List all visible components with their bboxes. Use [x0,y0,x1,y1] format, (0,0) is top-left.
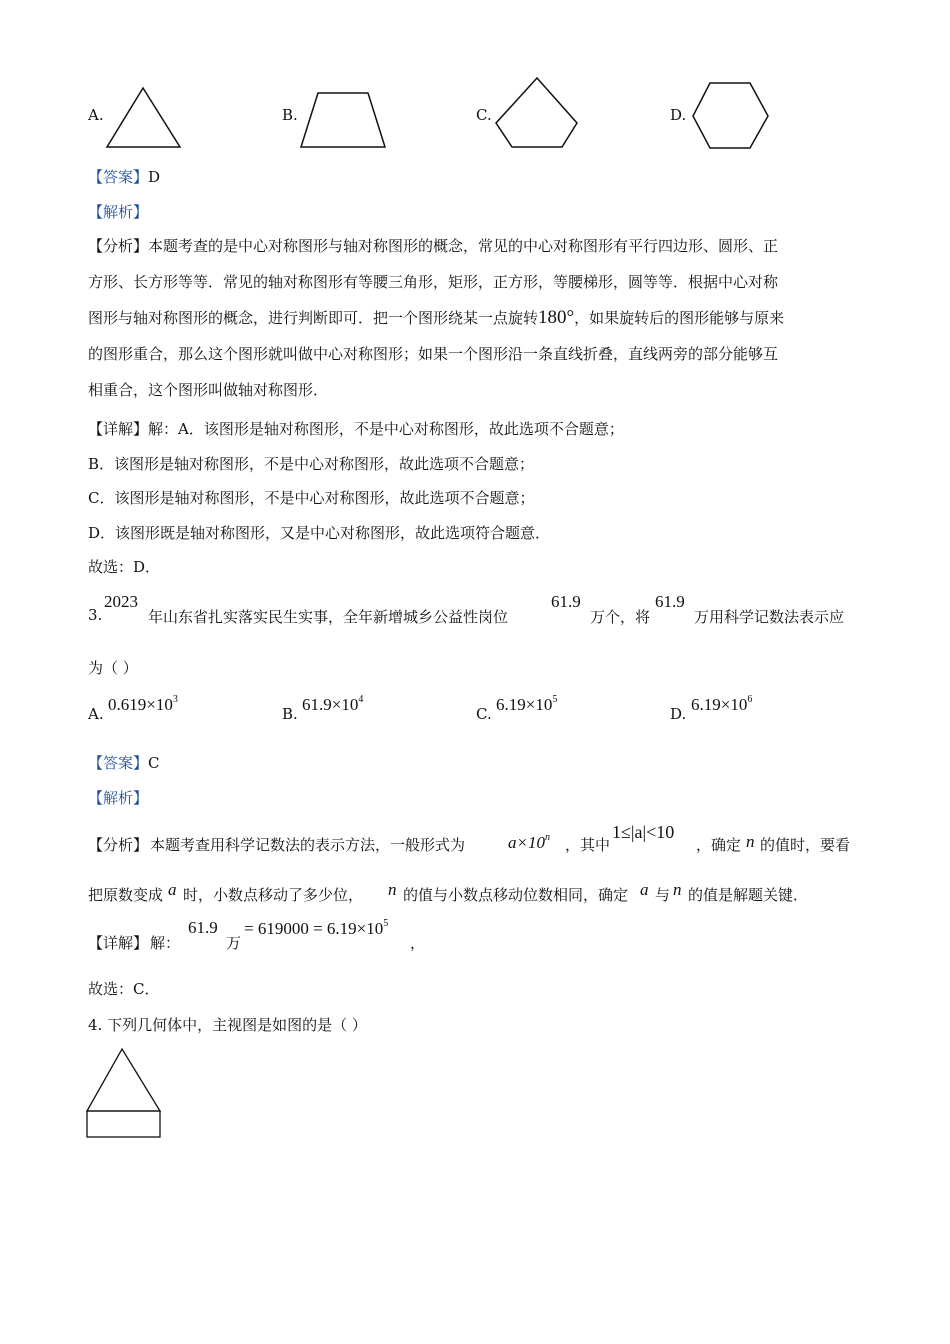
angle-value: 180° [538,307,575,328]
q3-conclusion: 故选：C． [88,980,160,998]
q2-fenxi-paragraph: 【分析】本题考查的是中心对称图形与轴对称图形的概念，常见的中心对称图形有平行四边形、圆形、正 方形、长方形等等．常见的轴对称图形有等腰三角形，矩形，正方形，等腰梯形，圆等等．根据中心对称 图形与轴对称图形的概念，进行判断即可．把一个图形绕某一点旋转180°，如果旋转后的图形能够与原来 的图形重合，那么这个图形就叫做中心对称图形；如果一个图形沿一条直线折叠，直线两旁的部分能够互 相重合，这个图形叫做轴对称图形． [88,237,785,399]
q3-option-d: $6.19\times 10^6$ [691,694,753,714]
q3-option-a-label: A. [88,705,104,723]
q4-stem: 4. 下列几何体中，主视图是如图的是（ ） [88,1016,367,1034]
hexagon-icon [690,80,772,152]
q3-option-d-label: D. [670,705,687,723]
q3-answer: 【答案】C [88,754,160,772]
answer-value: D [148,168,161,186]
q3-option-c-label: C. [476,705,492,723]
q2-option-c-label: C. [476,106,492,124]
q2-option-d-label: D. [670,106,687,124]
q3-value-2: 61.9 [655,592,685,611]
pentagon-icon [492,75,582,151]
q3-value: 61.9 [551,592,581,611]
q3-option-a: $0.619\times 10^3$ [108,694,178,714]
trapezoid-icon [298,90,388,150]
q2-answer [88,166,160,187]
q3-fenxi-label: 【分析】 [88,836,149,854]
q2-option-b-label: B. [282,106,298,124]
fenxi-label: 【分析】 [88,237,149,255]
q2-detail-paragraph: 【详解】解：A．该图形是轴对称图形，不是中心对称图形，故此选项不合题意； B．该图形是轴对称图形，不是中心对称图形，故此选项不合题意； C．该图形是轴对称图形，不是中心对称图形，故此选项不合题意； D．该图形既是轴对称图形，又是中心对称图形，故此选项符合题意． 故选：D． [88,412,868,585]
q2-analysis-label: 【解析】 [88,203,149,221]
detail-label: 【详解】 [88,420,149,438]
front-view-icon [84,1046,164,1140]
q3-number: 3. [88,606,103,624]
q3-option-b-label: B. [282,705,298,723]
triangle-icon [100,85,185,151]
answer-label: 【答案】 [88,168,149,186]
q3-detail-label: 【详解】 [88,934,149,952]
q2-option-a-label: A. [88,106,104,124]
q2-conclusion: 故选：D． [88,558,161,576]
q3-option-b: $61.9\times 10^4$ [302,694,364,714]
q3-range: 1≤|a|<10 [612,822,675,842]
q3-equation: = $619000 = 6.19\times 10^5$ [244,918,389,938]
q3-option-c: $6.19\times 10^5$ [496,694,558,714]
q3-analysis-label: 【解析】 [88,789,149,807]
q3-form: $a\times 10^n$ [508,832,550,852]
q3-year: 2023 [104,592,138,611]
